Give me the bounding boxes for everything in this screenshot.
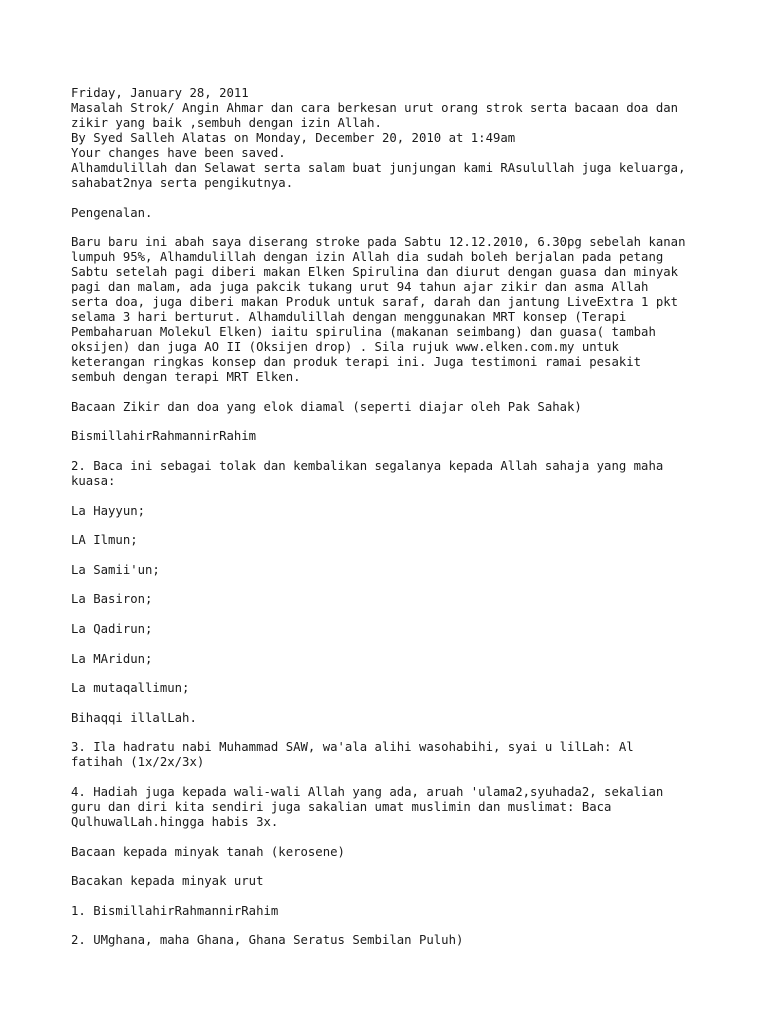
- la-list-item: La Basiron;: [71, 592, 153, 607]
- spacer: [71, 667, 751, 682]
- greeting-line: Alhamdulillah dan Selawat serta salam buat junjungan kami RAsulullah juga keluarga,: [71, 161, 686, 175]
- spacer: [71, 191, 751, 206]
- spacer: [71, 919, 751, 934]
- oil-item-2: 2. UMghana, maha Ghana, Ghana Seratus Sembilan Puluh): [71, 933, 464, 948]
- la-list-item: La Samii'un;: [71, 562, 160, 577]
- spacer: [71, 696, 751, 711]
- intro-paragraph-line: Baru baru ini abah saya diserang stroke pada Sabtu 12.12.2010, 6.30pg sebelah kanan: [71, 235, 686, 250]
- spacer: [71, 444, 751, 459]
- spacer: [71, 889, 751, 904]
- intro-paragraph-line: Pembaharuan Molekul Elken) iaitu spirulina (makanan seimbang) dan guasa( tambah: [71, 325, 656, 340]
- spacer: [71, 637, 751, 652]
- item-2-line: kuasa:: [71, 473, 116, 488]
- spacer: [71, 519, 751, 534]
- la-list-item: La Hayyun;: [71, 503, 146, 518]
- intro-paragraph-line: keterangan ringkas konsep dan produk terapi ini. Juga testimoni ramai pesakit: [71, 355, 642, 370]
- la-list-item: La MAridun;: [71, 651, 153, 666]
- document-body: [71, 86, 751, 948]
- kerosene-heading: Bacaan kepada minyak tanah (kerosene): [71, 844, 345, 859]
- post-title-line-1: Masalah Strok/ Angin Ahmar dan cara berkesan urut orang strok serta bacaan doa dan: [71, 101, 679, 115]
- spacer: [71, 770, 751, 785]
- intro-paragraph-line: pagi dan malam, ada juga pakcik tukang urut 94 tahun ajar zikir dan asma Allah: [71, 280, 649, 295]
- post-title-line-2: zikir yang baik ,sembuh dengan izin Allah.: [71, 116, 382, 130]
- item-3-line: fatihah (1x/2x/3x): [71, 755, 205, 770]
- spacer: [71, 860, 751, 875]
- bihaqqi-line: Bihaqqi illalLah.: [71, 710, 197, 725]
- spacer: [71, 830, 751, 845]
- intro-paragraph-line: Sabtu setelah pagi diberi makan Elken Spirulina dan diurut dengan guasa dan minyak: [71, 265, 679, 280]
- spacer: [71, 607, 751, 622]
- spacer: [71, 726, 751, 741]
- post-byline: By Syed Salleh Alatas on Monday, December 20, 2010 at 1:49am: [71, 131, 516, 145]
- spacer: [71, 385, 751, 400]
- la-list-item: La Qadirun;: [71, 621, 153, 636]
- spacer: [71, 548, 751, 563]
- intro-paragraph-line: oksijen) dan juga AO II (Oksijen drop) . Sila rujuk www.elken.com.my untuk: [71, 340, 619, 355]
- saved-notice: Your changes have been saved.: [71, 146, 286, 160]
- greeting-line: sahabat2nya serta pengikutnya.: [71, 176, 294, 190]
- la-list-item: LA Ilmun;: [71, 533, 138, 548]
- zikir-heading: Bacaan Zikir dan doa yang elok diamal (seperti diajar oleh Pak Sahak): [71, 399, 582, 414]
- oil-heading: Bacakan kepada minyak urut: [71, 874, 264, 889]
- item-4-line: 4. Hadiah juga kepada wali-wali Allah yang ada, aruah 'ulama2,syuhada2, sekalian: [71, 784, 664, 799]
- basmalah: BismillahirRahmannirRahim: [71, 429, 257, 444]
- item-3-line: 3. Ila hadratu nabi Muhammad SAW, wa'ala alihi wasohabihi, syai u lilLah: Al: [71, 740, 634, 755]
- item-2-line: 2. Baca ini sebagai tolak dan kembalikan segalanya kepada Allah sahaja yang maha: [71, 458, 664, 473]
- spacer: [71, 415, 751, 430]
- spacer: [71, 578, 751, 593]
- intro-paragraph-line: serta doa, juga diberi makan Produk untuk saraf, darah dan jantung LiveExtra 1 pkt: [71, 295, 679, 310]
- intro-paragraph-line: lumpuh 95%, Alhamdulillah dengan izin Allah dia sudah boleh berjalan pada petang: [71, 250, 664, 265]
- intro-heading: Pengenalan.: [71, 205, 153, 220]
- spacer: [71, 489, 751, 504]
- oil-item-1: 1. BismillahirRahmannirRahim: [71, 903, 279, 918]
- post-date: Friday, January 28, 2011: [71, 86, 249, 100]
- la-list-item: La mutaqallimun;: [71, 681, 190, 696]
- spacer: [71, 221, 751, 236]
- intro-paragraph-line: sembuh dengan terapi MRT Elken.: [71, 370, 301, 385]
- item-4-line: guru dan diri kita sendiri juga sakalian umat muslimin dan muslimat: Baca: [71, 799, 612, 814]
- item-4-line: QulhuwalLah.hingga habis 3x.: [71, 814, 279, 829]
- intro-paragraph-line: selama 3 hari berturut. Alhamdulillah dengan menggunakan MRT konsep (Terapi: [71, 310, 627, 325]
